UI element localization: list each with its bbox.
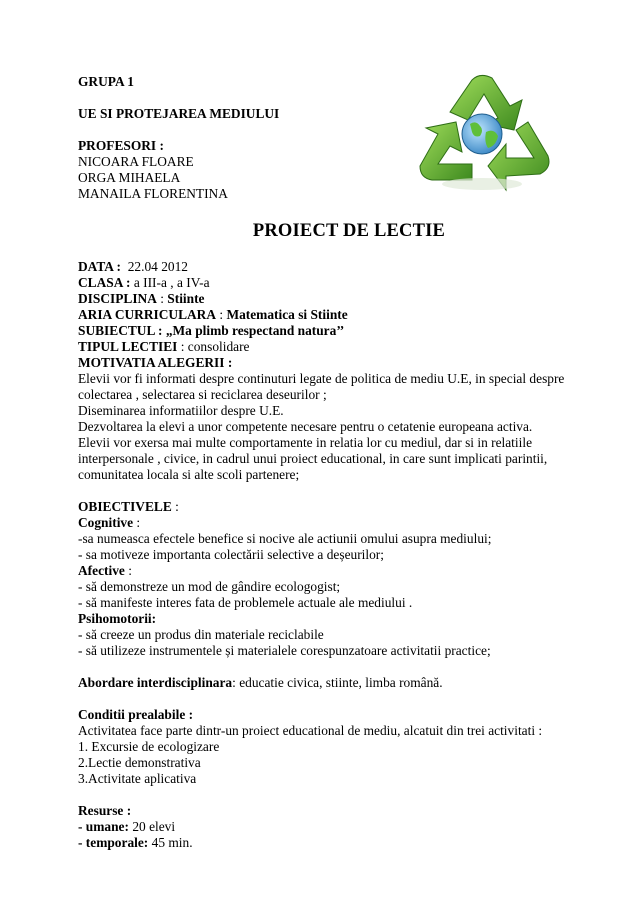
list-item: 1. Excursie de ecologizare bbox=[78, 739, 220, 754]
topic-row bbox=[78, 323, 344, 339]
resource-human-label: - umane: bbox=[78, 819, 129, 834]
resource-human bbox=[78, 819, 175, 835]
resource-time-value: 45 min. bbox=[151, 835, 193, 850]
date-label: DATA : bbox=[78, 259, 122, 274]
prerequisites-intro: Activitatea face parte dintr-un proiect educational de mediu, alcatuit din trei activitati : bbox=[78, 723, 543, 738]
area-row: ARIA CURRICULARA : Matematica si Stiinte bbox=[78, 307, 348, 322]
recycle-globe-icon bbox=[410, 72, 558, 198]
objective-item: - să creeze un produs din materiale reciclabile bbox=[78, 627, 324, 642]
objectives-label: OBIECTIVELE bbox=[78, 499, 172, 514]
date-row bbox=[78, 259, 188, 275]
teacher-name: NICOARA FLOARE bbox=[78, 154, 194, 169]
objective-item: - să utilizeze instrumentele și materialele corespunzatoare activitatii practice; bbox=[78, 643, 491, 658]
discipline-value: Stiinte bbox=[167, 291, 205, 306]
interdisciplinary-row bbox=[78, 675, 443, 691]
resource-human-value: 20 elevi bbox=[132, 819, 176, 834]
class-label: CLASA : bbox=[78, 275, 131, 290]
discipline-row: DISCIPLINA : Stiinte bbox=[78, 291, 205, 306]
class-value: a III-a , a IV-a bbox=[133, 275, 210, 290]
resource-time-label: - temporale: bbox=[78, 835, 149, 850]
objective-item: - să demonstreze un mod de gândire ecologogist; bbox=[78, 579, 341, 594]
affective-label: Afective bbox=[78, 563, 125, 578]
discipline-label: DISCIPLINA bbox=[78, 291, 157, 306]
topic-label: SUBIECTUL : bbox=[78, 323, 163, 338]
cognitive-label: Cognitive bbox=[78, 515, 134, 530]
type-label: TIPUL LECTIEI bbox=[78, 339, 178, 354]
page-title: PROIECT DE LECTIE bbox=[252, 221, 446, 241]
type-row: TIPUL LECTIEI : consolidare bbox=[78, 339, 250, 354]
teachers-label: PROFESORI : bbox=[78, 138, 164, 153]
motivation-line: Elevii vor exersa mai multe comportamente in relatia lor cu mediul, dar si in relatiile bbox=[78, 435, 533, 450]
area-label: ARIA CURRICULARA bbox=[78, 307, 217, 322]
interdisciplinary-label: Abordare interdisciplinara bbox=[78, 675, 233, 690]
motivation-line: colectarea , selectarea si reciclarea deseurilor ; bbox=[78, 387, 327, 402]
class-row bbox=[78, 275, 210, 291]
motivation-line: Diseminarea informatiilor despre U.E. bbox=[78, 403, 284, 418]
area-value: Matematica si Stiinte bbox=[226, 307, 348, 322]
motivation-line: Elevii vor fi informati despre continuturi legate de politica de mediu U.E, in special despre bbox=[78, 371, 565, 386]
affective-heading: Afective : bbox=[78, 563, 132, 578]
resources-label: Resurse : bbox=[78, 803, 132, 818]
motivation-label: MOTIVATIA ALEGERII : bbox=[78, 355, 233, 370]
teacher-name: MANAILA FLORENTINA bbox=[78, 186, 228, 201]
interdisciplinary-value: : educatie civica, stiinte, limba română. bbox=[232, 675, 443, 690]
date-value: 22.04 2012 bbox=[127, 259, 188, 274]
teacher-name: ORGA MIHAELA bbox=[78, 170, 181, 185]
objectives-heading: OBIECTIVELE : bbox=[78, 499, 179, 514]
topic-value: „Ma plimb respectand natura’’ bbox=[165, 323, 345, 338]
prerequisites-label: Conditii prealabile : bbox=[78, 707, 194, 722]
cognitive-heading: Cognitive : bbox=[78, 515, 141, 530]
subject-line: UE SI PROTEJAREA MEDIULUI bbox=[78, 106, 280, 121]
psycho-label: Psihomotorii: bbox=[78, 611, 157, 626]
resource-time bbox=[78, 835, 193, 851]
objective-item: - sa motiveze importanta colectării selective a deșeurilor; bbox=[78, 547, 384, 562]
objective-item: - să manifeste interes fata de problemele actuale ale mediului . bbox=[78, 595, 413, 610]
motivation-line: Dezvoltarea la elevi a unor competente necesare pentru o cetatenie europeana activa. bbox=[78, 419, 533, 434]
list-item: 3.Activitate aplicativa bbox=[78, 771, 197, 786]
list-item: 2.Lectie demonstrativa bbox=[78, 755, 201, 770]
type-value: consolidare bbox=[187, 339, 250, 354]
motivation-line: interpersonale , civice, in cadrul unui proiect educational, in care sunt implicati parintii, bbox=[78, 451, 548, 466]
motivation-line: comunitatea locala si alte scoli partenere; bbox=[78, 467, 300, 482]
group-heading: GRUPA 1 bbox=[78, 74, 134, 89]
objective-item: -sa numeasca efectele benefice si nocive ale actiunii omului asupra mediului; bbox=[78, 531, 492, 546]
